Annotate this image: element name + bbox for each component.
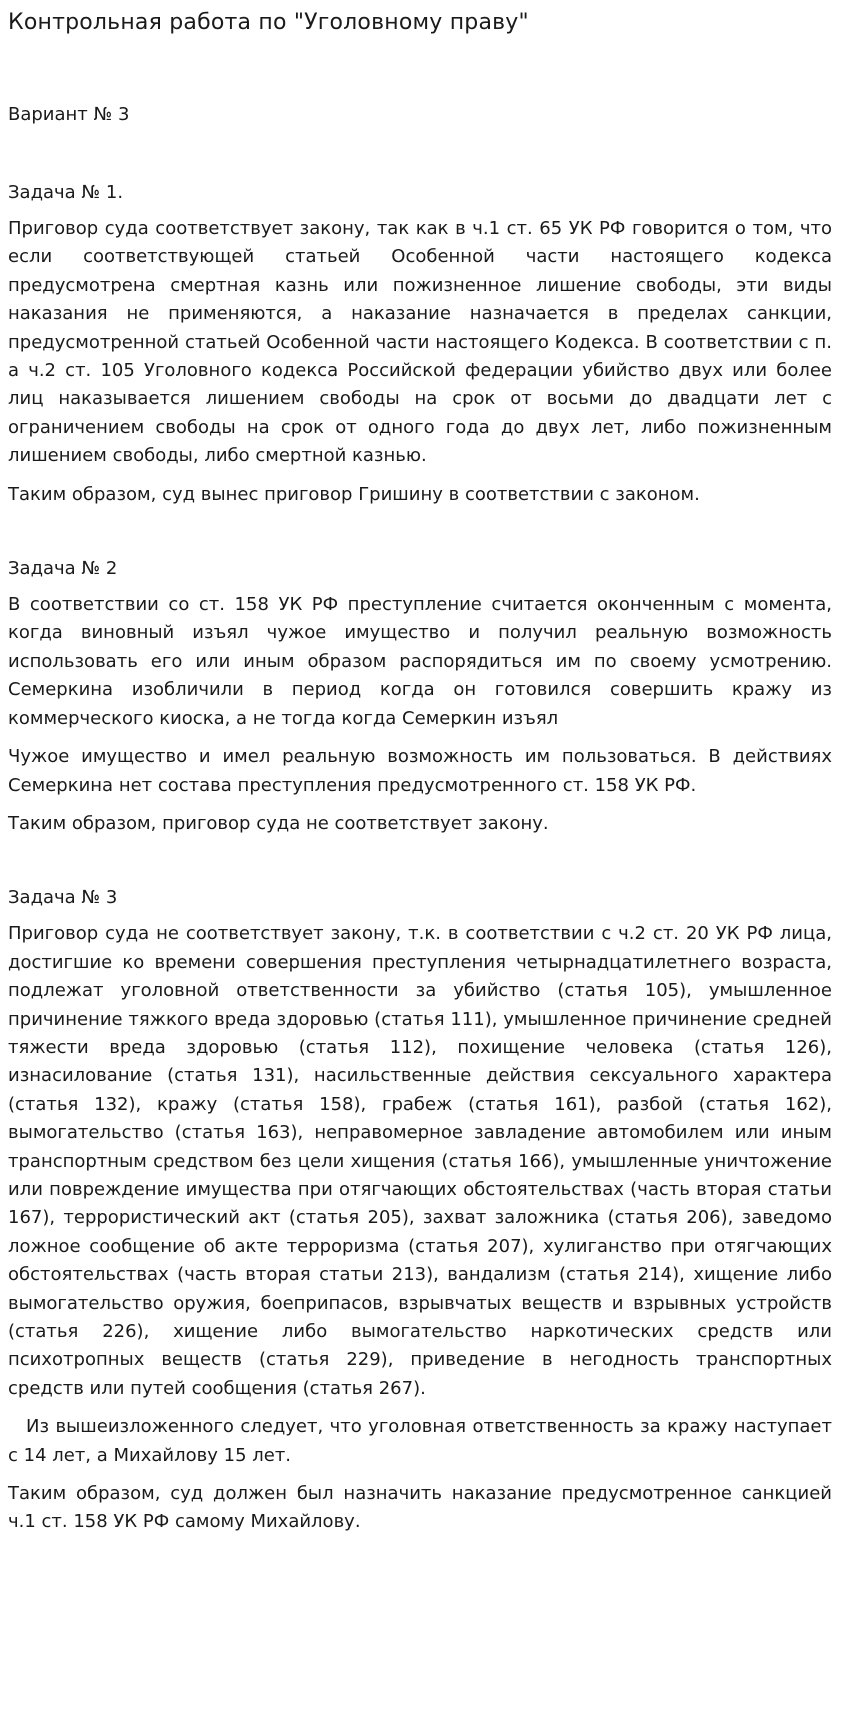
task-2-heading: Задача № 2 [8, 558, 118, 580]
task-2-conclusion: Таким образом, приговор суда не соответствует закону. [8, 812, 549, 834]
task-3-conclusion: Таким образом, суд должен был назначить наказание предусмотренное санкцией ч.1 ст. 158 УК РФ самому Михайлову. [8, 1483, 832, 1533]
task-1-conclusion: Таким образом, суд вынес приговор Гришину в соответствии с законом. [8, 483, 700, 505]
task-3-paragraph-2: Из вышеизложенного следует, что уголовная ответственность за кражу наступает с 14 лет, а Михайлову 15 лет. [8, 1416, 832, 1466]
task-3-paragraph-1: Приговор суда не соответствует закону, т.к. в соответствии с ч.2 ст. 20 УК РФ лица, достигшие ко времени совершения преступления четырнадцатилетнего возраста, подлежат уголовной ответственности за убийство (статья 105), умышленное причинение тяжкого вреда здоровью (статья 111), умышленное причинение средней тяжести вреда здоровью (статья 112), похищение человека (статья 126), изнасилование (статья 131), насильственные действия сексуального характера (статья 132), кражу (статья 158), грабеж (статья 161), разбой (статья 162), вымогательство (статья 163), неправомерное завладение автомобилем или иным транспортным средством без цели хищения (статья 166), умышленные уничтожение или повреждение имущества при отягчающих обстоятельствах (часть вторая статьи 167), террористический акт (статья 205), захват заложника (статья 206), заведомо ложное сообщение об акте терроризма (статья 207), хулиганство при отягчающих обстоятельствах (часть вторая статьи 213), вандализм (статья 214), хищение либо вымогательство оружия, боеприпасов, взрывчатых веществ и взрывных устройств (статья 226), хищение либо вымогательство наркотических средств или психотропных веществ (статья 229), приведение в негодность транспортных средств или путей сообщения (статья 267). [8, 923, 832, 1399]
task-2-paragraph-2: Чужое имущество и имел реальную возможность им пользоваться. В действиях Семеркина нет состава преступления предусмотренного ст. 158 УК РФ. [8, 746, 832, 796]
task-1-paragraph-1: Приговор суда соответствует закону, так как в ч.1 ст. 65 УК РФ говорится о том, что если соответствующей статьей Особенной части настоящего кодекса предусмотрена смертная казнь или пожизненное лишение свободы, эти виды наказания не применяются, а наказание назначается в пределах санкции, предусмотренной статьей Особенной части настоящего Кодекса. В соответствии с п. а ч.2 ст. 105 Уголовного кодекса Российской федерации убийство двух или более лиц наказывается лишением свободы на срок от восьми до двадцати лет с ограничением свободы на срок от одного года до двух лет, либо пожизненным лишением свободы, либо смертной казнью. [8, 218, 832, 467]
variant-label: Вариант № 3 [8, 104, 130, 125]
task-1-heading: Задача № 1. [8, 182, 124, 203]
document-title: Контрольная работа по "Уголовному праву" [8, 10, 529, 35]
task-3-heading: Задача № 3 [8, 887, 118, 909]
task-2-paragraph-1: В соответствии со ст. 158 УК РФ преступление считается оконченным с момента, когда виновный изъял чужое имущество и получил реальную возможность использовать его или иным образом распорядиться им по своему усмотрению. Семеркина изобличили в период когда он готовился совершить кражу из коммерческого киоска, а не тогда когда Семеркин изъял [8, 594, 832, 729]
